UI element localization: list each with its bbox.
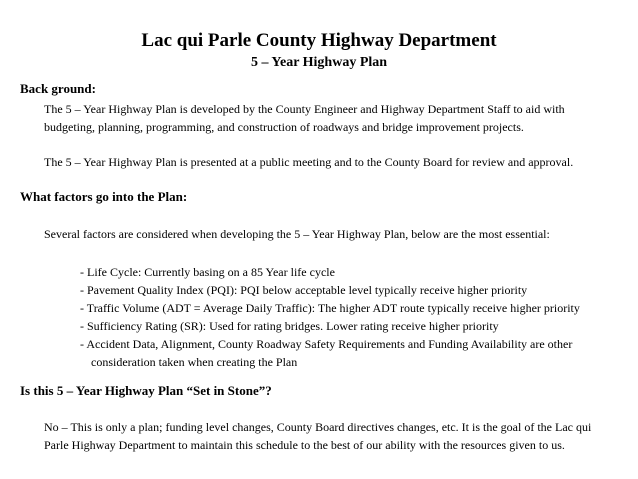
factor-item-pqi: - Pavement Quality Index (PQI): PQI below acceptable level typically receive higher priority [80,283,528,297]
factor-item-accident-data [80,335,635,371]
background-paragraph-2 [44,153,634,171]
factors-list [80,263,635,371]
document-title: Lac qui Parle County Highway Department [141,30,497,51]
set-in-stone-answer [44,418,634,454]
background-paragraph-1-line-2: budgeting, planning, programming, and construction of roadways and bridge improvement projects. [44,120,524,134]
factors-intro-line: Several factors are considered when developing the 5 – Year Highway Plan, below are the most essential: [44,227,550,241]
factor-item-accident-data-line-1: - Accident Data, Alignment, County Roadway Safety Requirements and Funding Availability are other [80,337,573,351]
factor-item-traffic-volume: - Traffic Volume (ADT = Average Daily Traffic): The higher ADT route typically receive higher priority [80,301,580,315]
set-in-stone-answer-line-2: Parle Highway Department to maintain this schedule to the best of our ability with the resources given to us. [44,438,565,452]
background-paragraph-2-line: The 5 – Year Highway Plan is presented at a public meeting and to the County Board for review and approval. [44,155,574,169]
set-in-stone-heading: Is this 5 – Year Highway Plan “Set in Stone”? [20,383,272,398]
document-subtitle: 5 – Year Highway Plan [250,55,388,70]
factor-item-life-cycle: - Life Cycle: Currently basing on a 85 Year life cycle [80,265,335,279]
background-paragraph-1-line-1: The 5 – Year Highway Plan is developed by the County Engineer and Highway Department Staff to aid with [44,102,565,116]
background-heading: Back ground: [20,81,96,96]
background-paragraph-1 [44,100,634,136]
factor-item-accident-data-line-2: consideration taken when creating the Plan [91,355,298,369]
factors-intro [44,225,634,243]
factor-item-sufficiency-rating: - Sufficiency Rating (SR): Used for rating bridges. Lower rating receive higher priority [80,319,499,333]
set-in-stone-answer-line-1: No – This is only a plan; funding level changes, County Board directives changes, etc. It is the goal of the Lac qui [44,420,592,434]
factors-heading: What factors go into the Plan: [20,189,188,204]
